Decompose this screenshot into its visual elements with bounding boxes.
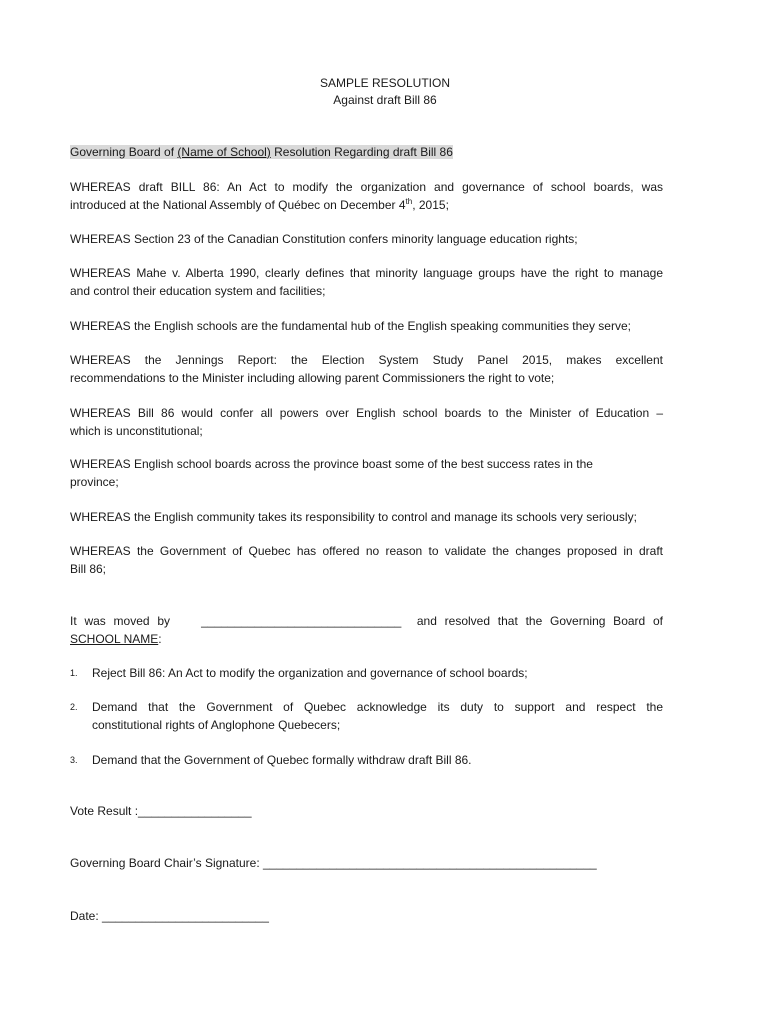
whereas-line: WHEREAS the English community takes its responsibility to control and manage its schools very seriously; xyxy=(70,510,637,524)
moved-by-line: SCHOOL NAME: xyxy=(70,632,162,646)
vote-result-field xyxy=(70,802,252,820)
whereas-line: which is unconstitutional; xyxy=(70,424,203,438)
board-heading-prefix: Governing Board of xyxy=(70,145,175,159)
chair-signature-label: Governing Board Chair’s Signature: xyxy=(70,856,263,870)
whereas-clause-8 xyxy=(70,508,663,526)
whereas-clause-6 xyxy=(70,404,663,440)
document-title: SAMPLE RESOLUTION xyxy=(319,76,451,90)
date-blank[interactable]: _________________________ xyxy=(102,909,269,923)
resolution-item: Demand that the Government of Quebec formally withdraw draft Bill 86. xyxy=(92,753,472,767)
date-field xyxy=(70,907,269,925)
whereas-clause-5 xyxy=(70,351,663,387)
whereas-line: WHEREAS the Jennings Report: the Election System Study Panel 2015, makes excellent xyxy=(70,353,663,367)
whereas-clause-7 xyxy=(70,455,663,491)
whereas-clause-3 xyxy=(70,264,663,300)
whereas-clause-2 xyxy=(70,230,663,248)
board-heading xyxy=(70,143,453,161)
whereas-line: WHEREAS Section 23 of the Canadian Constitution confers minority language education rights; xyxy=(70,232,578,246)
list-number: 2. xyxy=(70,702,78,712)
document-subtitle: Against draft Bill 86 xyxy=(333,93,437,107)
whereas-line: WHEREAS English school boards across the province boast some of the best success rates in the xyxy=(70,457,593,471)
whereas-line: recommendations to the Minister including allowing parent Commissioners the right to vote; xyxy=(70,371,555,385)
whereas-line: WHEREAS draft BILL 86: An Act to modify the organization and governance of school boards, was xyxy=(70,180,663,194)
whereas-line: introduced at the National Assembly of Québec on December 4th, 2015; xyxy=(70,197,449,212)
whereas-line: WHEREAS Mahe v. Alberta 1990, clearly defines that minority language groups have the right to manage xyxy=(70,266,663,280)
school-name-field: SCHOOL NAME xyxy=(70,632,159,646)
moved-by-line: It was moved by ______________________________ and resolved that the Governing Board of xyxy=(70,614,663,628)
date-label: Date: xyxy=(70,909,103,923)
whereas-line: WHEREAS Bill 86 would confer all powers over English school boards to the Minister of Education – xyxy=(70,406,663,420)
whereas-line: and control their education system and facilities; xyxy=(70,284,326,298)
chair-signature-blank[interactable]: __________________________________________________ xyxy=(263,856,597,870)
list-number: 3. xyxy=(70,755,78,765)
whereas-line: WHEREAS the English schools are the fundamental hub of the English speaking communities they serve; xyxy=(70,319,631,333)
whereas-clause-9 xyxy=(70,542,663,578)
whereas-clause-4 xyxy=(70,317,663,335)
resolution-item: Reject Bill 86: An Act to modify the organization and governance of school boards; xyxy=(92,666,528,680)
moved-by-clause xyxy=(70,612,663,648)
resolution-item: Demand that the Government of Quebec acknowledge its duty to support and respect the constitutional rights of Anglophone Quebecers; xyxy=(92,700,663,732)
list-number: 1. xyxy=(70,668,78,678)
ordinal-suffix: th xyxy=(405,197,413,206)
chair-signature-field xyxy=(70,854,597,872)
whereas-line: WHEREAS the Government of Quebec has offered no reason to validate the changes proposed in draft xyxy=(70,544,663,558)
whereas-clause-1 xyxy=(70,178,663,214)
vote-result-label: Vote Result : xyxy=(70,804,139,818)
whereas-line: province; xyxy=(70,475,119,489)
whereas-line: Bill 86; xyxy=(70,562,107,576)
school-name-placeholder: (Name of School) xyxy=(177,145,271,159)
vote-result-blank[interactable]: _________________ xyxy=(138,804,252,818)
board-heading-suffix: Resolution Regarding draft Bill 86 xyxy=(270,145,453,159)
